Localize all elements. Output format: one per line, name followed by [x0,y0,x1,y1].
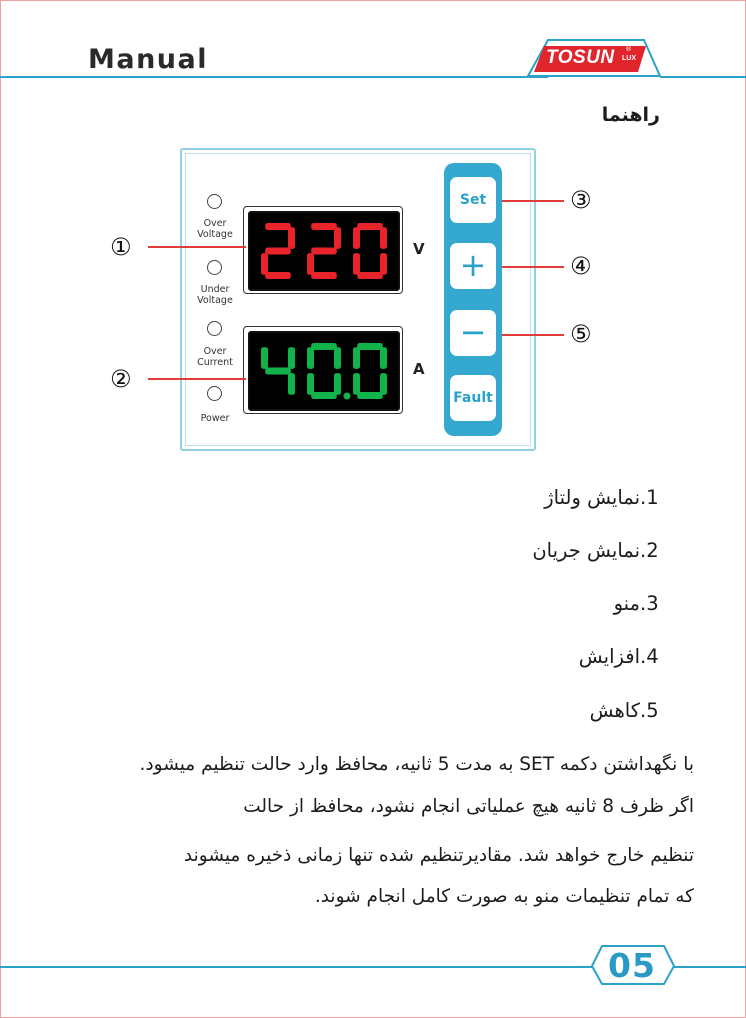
list-text: نمایش جریان [532,539,640,562]
logo-sub: LUX [622,55,636,62]
list-item [532,539,684,562]
decimal-point [344,393,351,400]
callout-2: ② [110,365,132,393]
display-segment [357,223,383,230]
display-segment [380,253,387,275]
voltage-seven-segment [250,213,398,289]
paragraph-line: تنظیم خارج خواهد شد. مقادیرتنظیم شده تنها زمانی ذخیره میشوند [183,845,694,866]
paragraph-line: که تمام تنظیمات منو به صورت کامل انجام شوند. [314,886,694,907]
current-seven-segment [250,333,398,409]
display-segment [311,248,337,255]
display-segment [334,347,341,369]
display-segment [353,373,360,395]
list-item [544,486,684,509]
display-segment [288,347,295,369]
display-segment [353,227,360,249]
paragraph-line: با نگهداشتن دکمه SET به مدت 5 ثانیه، محافظ وارد حالت تنظیم میشود. [139,754,694,775]
list-text: کاهش [589,699,640,722]
display-segment [265,248,291,255]
under-voltage-label: Under Voltage [197,284,233,306]
over-voltage-led [207,194,222,209]
footer-rule-right [670,966,746,968]
display-segment [307,347,314,369]
leader-line-1 [148,246,246,248]
section-heading: راهنما [601,104,660,126]
display-segment [357,392,383,399]
current-unit: A [413,360,425,378]
set-button[interactable]: Set [450,177,496,223]
display-segment [311,272,337,279]
callout-5: ⑤ [570,320,592,348]
power-label: Power [200,413,230,424]
page-number: 05 [608,946,656,985]
display-segment [265,272,291,279]
list-item [579,645,684,668]
list-number: .5 [640,699,659,722]
over-current-led [207,321,222,336]
display-segment [307,253,314,275]
over-voltage-label: Over Voltage [197,218,233,240]
display-segment [311,343,337,350]
leader-line-3 [502,200,564,202]
list-number: .2 [640,539,659,562]
logo-text: TOSUN [546,47,615,68]
list-text: افزایش [578,645,640,668]
display-segment [288,227,295,249]
display-segment [261,347,268,369]
display-segment [380,227,387,249]
display-segment [380,373,387,395]
fault-button[interactable]: Fault [450,375,496,421]
display-segment [261,253,268,275]
list-text: منو [613,592,640,615]
display-segment [353,253,360,275]
brand-logo [522,36,662,80]
header-title: Manual [88,44,209,75]
list-text: نمایش ولتاژ [544,486,640,509]
power-led [207,386,222,401]
list-number: .1 [640,486,659,509]
callout-4: ④ [570,252,592,280]
over-current-label: Over Current [197,346,233,368]
logo-registered-mark: ® [625,45,632,53]
display-segment [311,223,337,230]
leader-line-2 [148,378,246,380]
paragraph-line: اگر ظرف 8 ثانیه هیچ عملیاتی انجام نشود، محافظ از حالت [243,796,694,817]
display-segment [380,347,387,369]
under-voltage-led [207,260,222,275]
header-rule-right [660,76,746,78]
leader-line-4 [502,266,564,268]
decrease-button[interactable]: − [450,310,496,356]
display-segment [307,373,314,395]
display-segment [357,272,383,279]
display-segment [311,392,337,399]
display-segment [265,368,291,375]
list-item [614,592,684,615]
display-segment [334,373,341,395]
display-segment [357,343,383,350]
callout-3: ③ [570,186,592,214]
increase-button[interactable]: + [450,243,496,289]
list-number: .4 [640,645,659,668]
display-segment [334,227,341,249]
list-number: .3 [640,592,659,615]
voltage-unit: V [413,240,425,258]
current-display [248,331,400,411]
callout-1: ① [110,233,132,261]
footer-rule-left [0,966,594,968]
list-item [590,699,684,722]
leader-line-5 [502,334,564,336]
header-rule-left [0,76,548,78]
display-segment [288,373,295,395]
voltage-display [248,211,400,291]
display-segment [353,347,360,369]
display-segment [265,223,291,230]
